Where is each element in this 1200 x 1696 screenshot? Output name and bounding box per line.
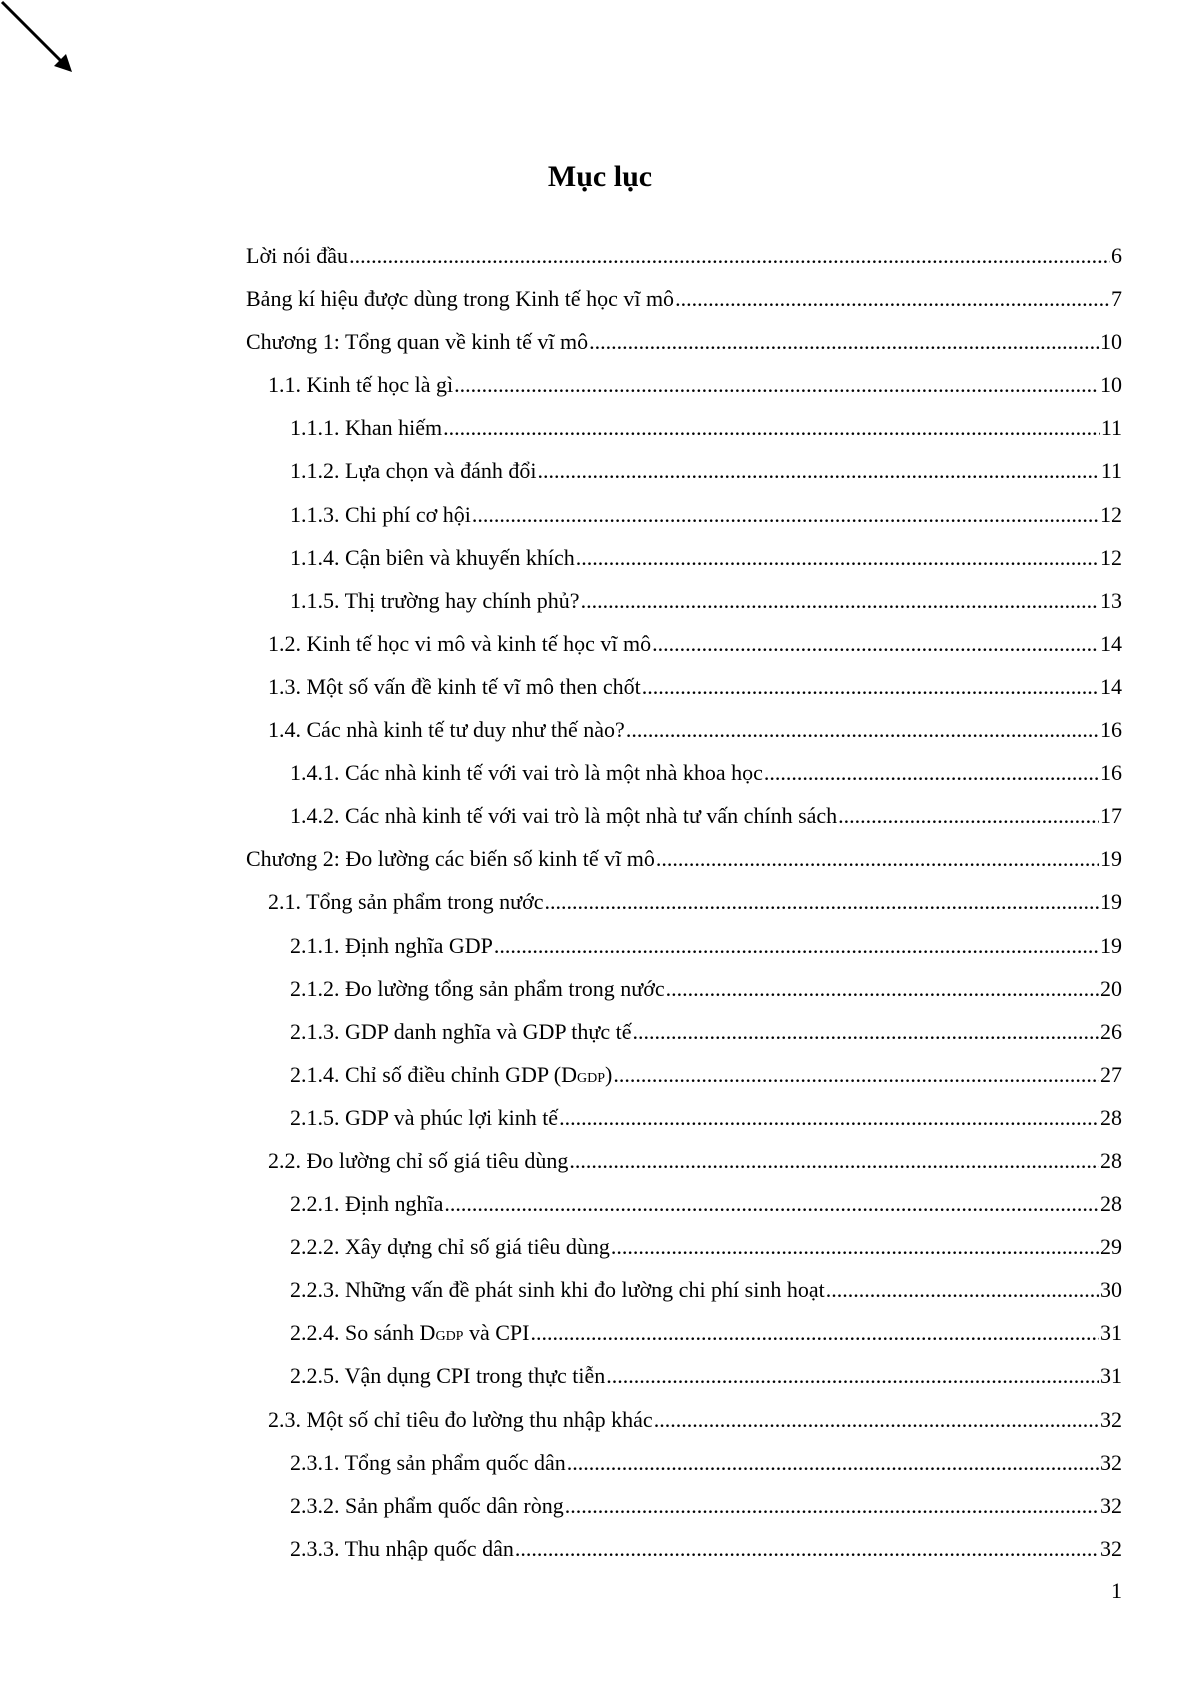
toc-dot-leader xyxy=(559,1104,1099,1132)
toc-dot-leader xyxy=(576,544,1099,572)
toc-dot-leader xyxy=(654,1406,1099,1434)
toc-entry-label: 2.2.1. Định nghĩa xyxy=(290,1191,444,1217)
toc-entry-page: 14 xyxy=(1100,673,1122,699)
toc-entry[interactable] xyxy=(246,888,1122,931)
toc-dot-leader xyxy=(530,1319,1099,1347)
toc-entry[interactable] xyxy=(246,975,1122,1018)
toc-entry-label: 2.1.5. GDP và phúc lợi kinh tế xyxy=(290,1104,559,1130)
toc-entry-page: 17 xyxy=(1100,803,1122,829)
toc-dot-leader xyxy=(675,285,1110,313)
toc-dot-leader xyxy=(838,802,1099,830)
toc-entry-page: 20 xyxy=(1100,975,1122,1001)
toc-entry[interactable] xyxy=(246,371,1122,414)
toc-entry-page: 32 xyxy=(1100,1535,1122,1561)
toc-entry[interactable] xyxy=(246,242,1122,285)
toc-entry[interactable] xyxy=(246,1276,1122,1319)
toc-entry-label: 2.2.2. Xây dựng chỉ số giá tiêu dùng xyxy=(290,1234,610,1260)
toc-entry[interactable] xyxy=(246,802,1122,845)
toc-entry-subscript: GDP xyxy=(435,1329,464,1345)
toc-entry-label: 2.1.4. Chỉ số điều chỉnh GDP (DGDP) xyxy=(290,1061,613,1087)
toc-entry-label: 1.2. Kinh tế học vi mô và kinh tế học vĩ mô xyxy=(268,630,652,656)
toc-entry-label: 2.1.2. Đo lường tổng sản phẩm trong nước xyxy=(290,975,665,1001)
toc-entry[interactable] xyxy=(246,1104,1122,1147)
toc-entry-subscript: GDP xyxy=(577,1070,606,1086)
toc-dot-leader xyxy=(642,673,1099,701)
toc-entry-page: 26 xyxy=(1100,1018,1122,1044)
toc-dot-leader xyxy=(611,1233,1099,1261)
toc-dot-leader xyxy=(656,845,1099,873)
toc-entry[interactable] xyxy=(246,716,1122,759)
toc-entry-page: 28 xyxy=(1100,1104,1122,1130)
toc-entry[interactable] xyxy=(246,1449,1122,1492)
toc-entry-label: 1.1.3. Chi phí cơ hội xyxy=(290,501,471,527)
toc-dot-leader xyxy=(652,630,1099,658)
toc-dot-leader xyxy=(606,1362,1099,1390)
toc-entry-label: 1.4.2. Các nhà kinh tế với vai trò là một nhà tư vấn chính sách xyxy=(290,803,838,829)
toc-dot-leader xyxy=(613,1061,1099,1089)
toc-dot-leader xyxy=(545,888,1099,916)
toc-entry-label: 1.1. Kinh tế học là gì xyxy=(268,372,454,398)
toc-entry[interactable] xyxy=(246,1492,1122,1535)
toc-entry[interactable] xyxy=(246,1535,1122,1578)
toc-entry-page: 19 xyxy=(1100,846,1122,872)
corner-arrow-icon xyxy=(0,0,90,90)
toc-dot-leader xyxy=(626,716,1099,744)
toc-entry-label: 1.4. Các nhà kinh tế tư duy như thế nào? xyxy=(268,717,625,743)
toc-dot-leader xyxy=(494,932,1099,960)
toc-entry-page: 32 xyxy=(1100,1406,1122,1432)
toc-entry-label: 1.3. Một số vấn đề kinh tế vĩ mô then chốt xyxy=(268,673,641,699)
toc-entry[interactable] xyxy=(246,1406,1122,1449)
toc-dot-leader xyxy=(581,587,1099,615)
toc-entry-page: 30 xyxy=(1100,1277,1122,1303)
toc-entry-page: 32 xyxy=(1100,1492,1122,1518)
toc-entry-page: 32 xyxy=(1100,1449,1122,1475)
toc-entry-page: 28 xyxy=(1100,1147,1122,1173)
toc-entry-page: 12 xyxy=(1100,501,1122,527)
table-of-contents xyxy=(246,242,1122,1578)
toc-entry-label: 2.3. Một số chỉ tiêu đo lường thu nhập khác xyxy=(268,1406,653,1432)
toc-entry[interactable] xyxy=(246,630,1122,673)
toc-entry-label: 2.2.5. Vận dụng CPI trong thực tiễn xyxy=(290,1363,606,1389)
toc-dot-leader xyxy=(538,457,1100,485)
toc-entry[interactable] xyxy=(246,587,1122,630)
toc-entry-label: Chương 1: Tổng quan về kinh tế vĩ mô xyxy=(246,329,589,355)
toc-entry-label: Chương 2: Đo lường các biến số kinh tế vĩ mô xyxy=(246,846,655,872)
toc-entry-label: 2.3.3. Thu nhập quốc dân xyxy=(290,1535,514,1561)
toc-entry-page: 10 xyxy=(1100,372,1122,398)
toc-entry[interactable] xyxy=(246,414,1122,457)
toc-entry-page: 6 xyxy=(1111,243,1122,268)
toc-entry[interactable] xyxy=(246,544,1122,587)
toc-entry-page: 10 xyxy=(1100,329,1122,355)
toc-dot-leader xyxy=(515,1535,1099,1563)
toc-dot-leader xyxy=(444,1190,1099,1218)
toc-entry-label: Lời nói đầu xyxy=(246,243,349,268)
toc-entry[interactable] xyxy=(246,673,1122,716)
toc-entry-label: Bảng kí hiệu được dùng trong Kinh tế học vĩ mô xyxy=(246,286,675,312)
toc-entry-page: 16 xyxy=(1100,717,1122,743)
toc-entry-label: 2.3.1. Tổng sản phẩm quốc dân xyxy=(290,1449,566,1475)
toc-entry-label: 2.1.3. GDP danh nghĩa và GDP thực tế xyxy=(290,1018,632,1044)
toc-entry[interactable] xyxy=(246,1147,1122,1190)
toc-entry-page: 16 xyxy=(1100,760,1122,786)
toc-entry[interactable] xyxy=(246,285,1122,328)
toc-entry[interactable] xyxy=(246,457,1122,500)
toc-dot-leader xyxy=(349,242,1110,270)
toc-entry-label: 1.4.1. Các nhà kinh tế với vai trò là một nhà khoa học xyxy=(290,760,763,786)
toc-entry-page: 11 xyxy=(1100,415,1122,441)
toc-entry-page: 28 xyxy=(1100,1191,1122,1217)
toc-entry-page: 7 xyxy=(1111,286,1122,312)
toc-entry[interactable] xyxy=(246,1233,1122,1276)
toc-entry-label: 2.2.3. Những vấn đề phát sinh khi đo lường chi phí sinh hoạt xyxy=(290,1277,825,1303)
toc-entry[interactable] xyxy=(246,1018,1122,1061)
toc-entry[interactable] xyxy=(246,932,1122,975)
toc-dot-leader xyxy=(443,414,1100,442)
page-title: Mục lục xyxy=(547,160,653,193)
toc-dot-leader xyxy=(454,371,1099,399)
toc-entry[interactable] xyxy=(246,1190,1122,1233)
toc-entry-page: 12 xyxy=(1100,544,1122,570)
toc-entry-label: 2.1. Tổng sản phẩm trong nước xyxy=(268,889,544,915)
toc-entry[interactable] xyxy=(246,1362,1122,1405)
toc-entry-page: 19 xyxy=(1100,889,1122,915)
toc-entry[interactable] xyxy=(246,1061,1122,1104)
toc-entry-page: 31 xyxy=(1100,1363,1122,1389)
toc-entry[interactable] xyxy=(246,1319,1122,1362)
toc-dot-leader xyxy=(826,1276,1099,1304)
toc-dot-leader xyxy=(472,501,1099,529)
toc-dot-leader xyxy=(565,1492,1099,1520)
toc-entry-label: 2.2.4. So sánh DGDP và CPI xyxy=(290,1320,530,1346)
toc-entry[interactable] xyxy=(246,845,1122,888)
toc-entry[interactable] xyxy=(246,328,1122,371)
toc-entry[interactable] xyxy=(246,759,1122,802)
toc-entry-page: 31 xyxy=(1100,1320,1122,1346)
toc-dot-leader xyxy=(632,1018,1099,1046)
toc-entry-page: 29 xyxy=(1100,1234,1122,1260)
toc-dot-leader xyxy=(589,328,1099,356)
toc-entry-page: 13 xyxy=(1100,587,1122,613)
toc-entry-page: 11 xyxy=(1100,458,1122,484)
toc-dot-leader xyxy=(569,1147,1099,1175)
toc-entry-label: 2.3.2. Sản phẩm quốc dân ròng xyxy=(290,1492,564,1518)
toc-dot-leader xyxy=(764,759,1099,787)
toc-entry-label: 1.1.1. Khan hiếm xyxy=(290,415,443,441)
toc-entry-label: 1.1.2. Lựa chọn và đánh đổi xyxy=(290,458,537,484)
toc-entry[interactable] xyxy=(246,501,1122,544)
page-number: 1 xyxy=(1111,1578,1122,1603)
toc-entry-page: 14 xyxy=(1100,630,1122,656)
toc-entry-label: 2.1.1. Định nghĩa GDP xyxy=(290,932,493,958)
toc-entry-page: 27 xyxy=(1100,1061,1122,1087)
toc-entry-label: 1.1.4. Cận biên và khuyến khích xyxy=(290,544,575,570)
toc-entry-label: 1.1.5. Thị trường hay chính phủ? xyxy=(290,587,580,613)
toc-entry-label: 2.2. Đo lường chỉ số giá tiêu dùng xyxy=(268,1147,569,1173)
toc-dot-leader xyxy=(567,1449,1099,1477)
toc-entry-page: 19 xyxy=(1100,932,1122,958)
toc-dot-leader xyxy=(666,975,1099,1003)
